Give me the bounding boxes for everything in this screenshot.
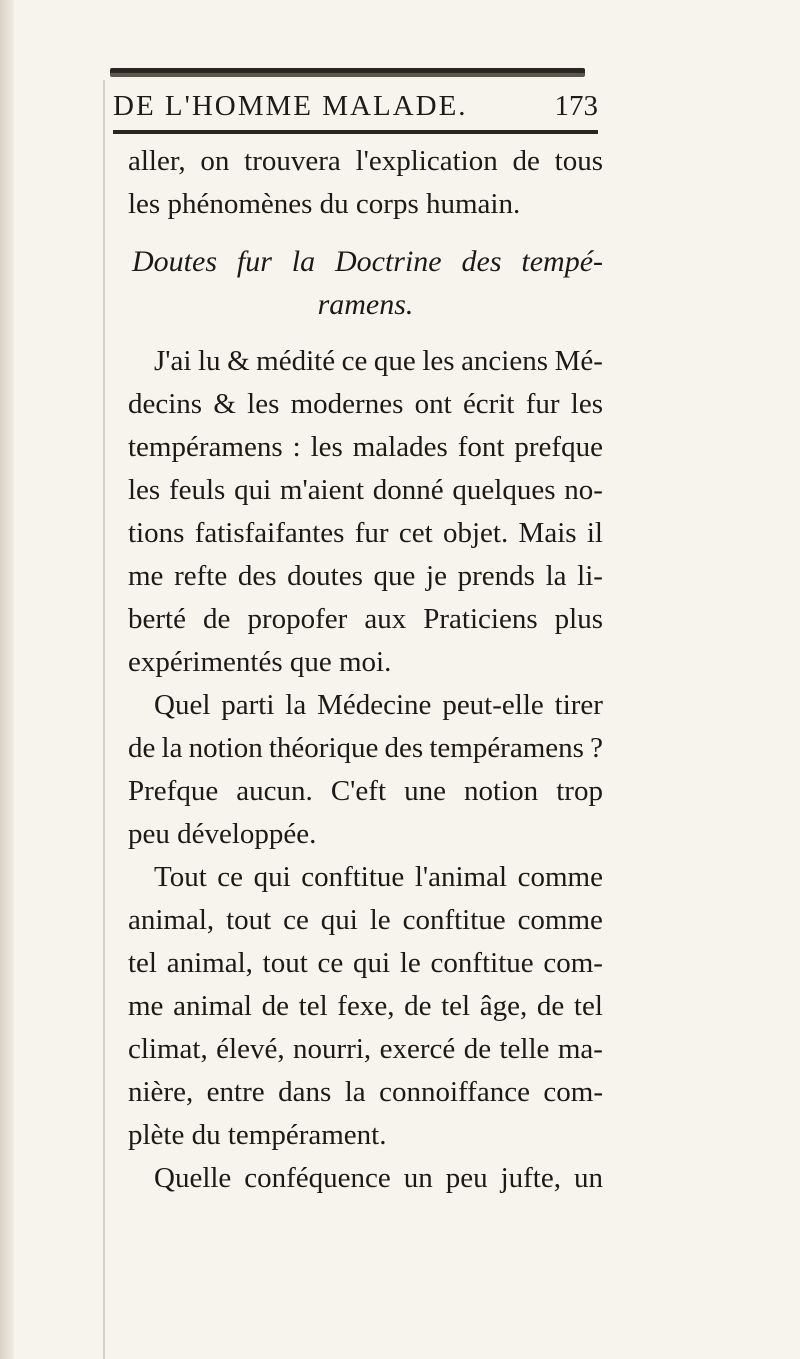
- header-rule: [113, 130, 598, 134]
- text-line: aller, on trouvera l'explication de tous: [128, 145, 603, 177]
- text-line: animal, tout ce qui le conftitue comme: [128, 904, 603, 936]
- text-line: Quel parti la Médecine peut-elle tirer: [154, 689, 603, 721]
- text-line: peu développée.: [128, 818, 317, 850]
- text-line: Prefque aucun. C'eft une notion trop: [128, 775, 603, 807]
- running-head-title: DE L'HOMME MALADE.: [113, 90, 468, 122]
- running-head: [113, 90, 598, 132]
- text-line: me refte des doutes que je prends la li-: [128, 560, 603, 592]
- text-line: Tout ce qui conftitue l'animal comme: [154, 861, 603, 893]
- text-line: Quelle conféquence un peu jufte, un: [154, 1162, 603, 1194]
- text-line: les phénomènes du corps humain.: [128, 188, 521, 220]
- page-gutter-shadow: [0, 0, 14, 1359]
- text-line: de la notion théorique des tempéramens ?: [128, 732, 603, 764]
- text-line: me animal de tel fexe, de tel âge, de tel: [128, 990, 603, 1022]
- text-line: les feuls qui m'aient donné quelques no-: [128, 474, 603, 506]
- section-heading: Doutes fur la Doctrine des tempé-: [132, 245, 603, 278]
- text-line: plète du tempérament.: [128, 1119, 387, 1151]
- text-line: tempéramens : les malades font prefque: [128, 431, 603, 463]
- text-line: tions fatisfaifantes fur cet objet. Mais il: [128, 517, 603, 549]
- top-ornamental-rule: [110, 68, 585, 77]
- binding-edge-line: [103, 80, 105, 1359]
- page-number: 173: [554, 90, 598, 122]
- body-text: [128, 140, 603, 1200]
- text-line: berté de propofer aux Praticiens plus: [128, 603, 603, 635]
- text-line: nière, entre dans la connoiffance com-: [128, 1076, 603, 1108]
- section-heading-continued: ramens.: [317, 288, 414, 321]
- text-line: expérimentés que moi.: [128, 646, 392, 678]
- text-line: decins & les modernes ont écrit fur les: [128, 388, 603, 420]
- text-line: tel animal, tout ce qui le conftitue com-: [128, 947, 603, 979]
- text-line: J'ai lu & médité ce que les anciens Mé-: [154, 345, 603, 377]
- text-line: climat, élevé, nourri, exercé de telle ma-: [128, 1033, 603, 1065]
